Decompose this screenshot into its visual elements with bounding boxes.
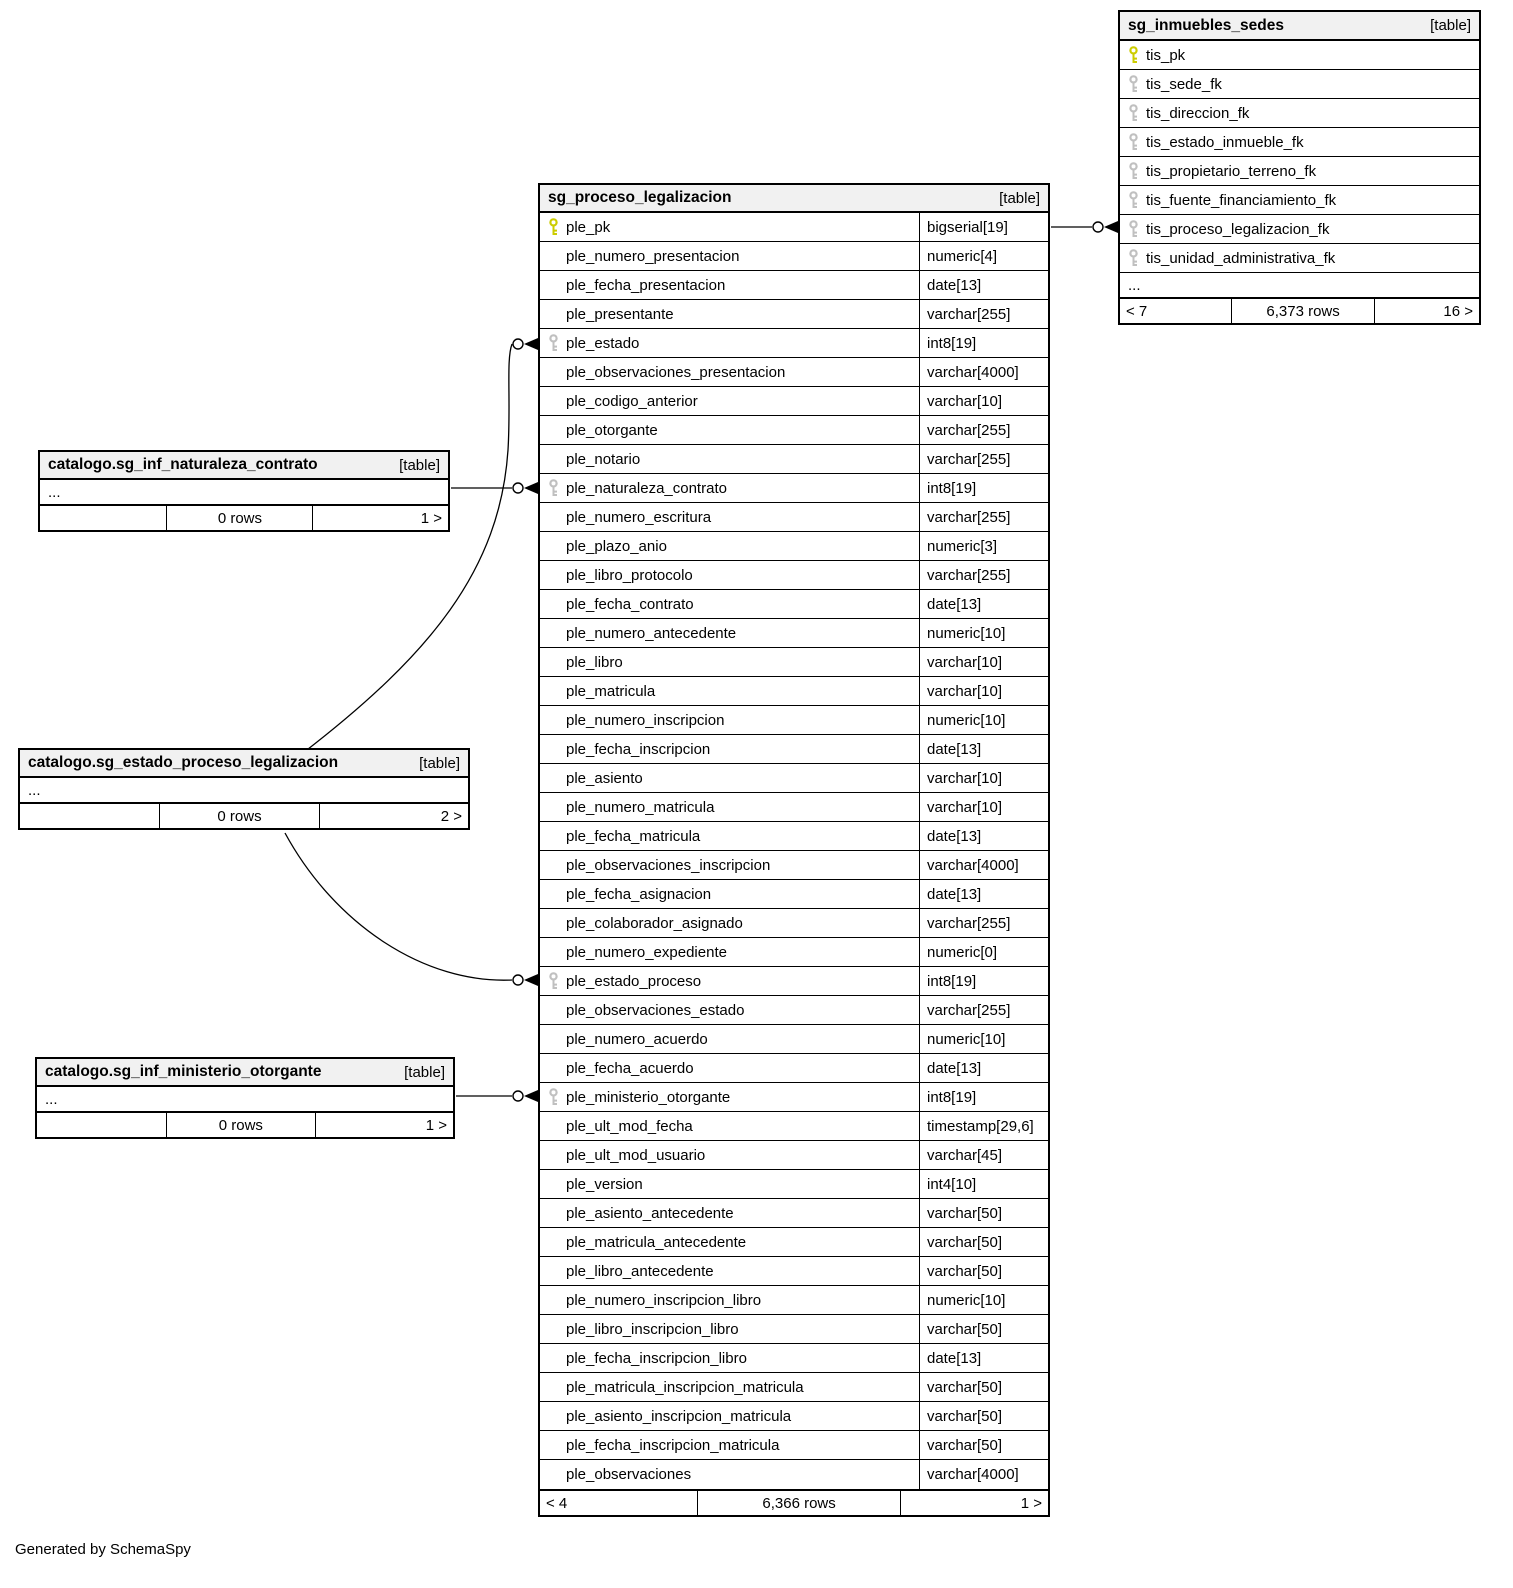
column-row xyxy=(540,909,1048,938)
hidden-columns-row xyxy=(37,1087,453,1111)
column-row xyxy=(540,619,1048,648)
column-row xyxy=(540,677,1048,706)
column-type: date[13] xyxy=(919,1344,1048,1372)
column-type: varchar[255] xyxy=(919,300,1048,328)
column-name: ple_ministerio_otorgante xyxy=(566,1088,731,1106)
foreign-key-icon xyxy=(1128,249,1139,267)
column-type: date[13] xyxy=(919,880,1048,908)
foreign-key-icon xyxy=(548,334,559,352)
foreign-key-icon xyxy=(1128,220,1139,238)
key-cell xyxy=(1120,133,1146,151)
column-type: varchar[255] xyxy=(919,909,1048,937)
column-name: ple_fecha_inscripcion xyxy=(566,740,711,758)
row-count: 6,373 rows xyxy=(1231,299,1375,323)
column-name: ple_ult_mod_usuario xyxy=(566,1146,706,1164)
fk-arrowhead xyxy=(524,482,538,494)
column-name: ple_fecha_matricula xyxy=(566,827,701,845)
column-name: ple_numero_presentacion xyxy=(566,247,740,265)
column-type: varchar[255] xyxy=(919,561,1048,589)
column-row xyxy=(1120,99,1479,128)
hidden-columns-row xyxy=(1120,273,1479,297)
column-row xyxy=(540,1460,1048,1489)
column-name: ple_libro_protocolo xyxy=(566,566,693,584)
column-name: ple_observaciones_estado xyxy=(566,1001,745,1019)
column-row xyxy=(540,387,1048,416)
column-name: ple_ult_mod_fecha xyxy=(566,1117,693,1135)
table-title[interactable]: catalogo.sg_estado_proceso_legalizacion xyxy=(28,754,339,771)
foreign-key-icon xyxy=(1128,191,1139,209)
foreign-key-icon xyxy=(1128,162,1139,180)
column-list xyxy=(40,480,448,504)
column-row xyxy=(540,851,1048,880)
generator-credit: Generated by SchemaSpy xyxy=(15,1541,191,1558)
column-name: ple_numero_matricula xyxy=(566,798,715,816)
table-sg-inmuebles-sedes[interactable] xyxy=(1118,10,1481,325)
column-row xyxy=(1120,70,1479,99)
column-name: ple_numero_inscripcion xyxy=(566,711,725,729)
column-name: ple_fecha_inscripcion_libro xyxy=(566,1349,747,1367)
zero-or-one-circle xyxy=(513,483,523,493)
column-type: int4[10] xyxy=(919,1170,1048,1198)
column-row xyxy=(540,242,1048,271)
column-type: numeric[10] xyxy=(919,619,1048,647)
column-name: ple_version xyxy=(566,1175,643,1193)
key-cell xyxy=(1120,162,1146,180)
column-name: ple_asiento_antecedente xyxy=(566,1204,734,1222)
column-type: int8[19] xyxy=(919,474,1048,502)
column-type: int8[19] xyxy=(919,1083,1048,1111)
column-name: tis_sede_fk xyxy=(1146,75,1222,93)
column-row xyxy=(540,880,1048,909)
key-cell xyxy=(540,334,566,352)
column-name: ple_fecha_asignacion xyxy=(566,885,712,903)
column-name: ... xyxy=(48,483,61,501)
column-type: timestamp[29,6] xyxy=(919,1112,1048,1140)
column-row xyxy=(540,938,1048,967)
column-row xyxy=(540,358,1048,387)
key-cell xyxy=(540,1088,566,1106)
column-name: ple_observaciones_presentacion xyxy=(566,363,786,381)
column-name: ple_presentante xyxy=(566,305,674,323)
column-row xyxy=(540,648,1048,677)
column-type: varchar[255] xyxy=(919,416,1048,444)
column-name: ple_observaciones_inscripcion xyxy=(566,856,771,874)
column-type: varchar[50] xyxy=(919,1199,1048,1227)
fk-arrowhead xyxy=(524,338,538,350)
column-row xyxy=(1120,157,1479,186)
hidden-children-count: 2 > xyxy=(440,807,462,825)
table-footer xyxy=(1120,297,1479,323)
column-type: varchar[255] xyxy=(919,503,1048,531)
column-name: tis_propietario_terreno_fk xyxy=(1146,162,1317,180)
column-row xyxy=(1120,244,1479,273)
column-name: ... xyxy=(1128,276,1141,294)
column-name: ple_naturaleza_contrato xyxy=(566,479,727,497)
hidden-children-count: 16 > xyxy=(1443,302,1473,320)
column-row xyxy=(540,213,1048,242)
fk-arrowhead xyxy=(524,974,538,986)
primary-key-icon xyxy=(548,218,559,236)
fk-arrowhead xyxy=(524,1090,538,1102)
column-row xyxy=(540,764,1048,793)
column-name: ple_estado xyxy=(566,334,640,352)
column-type: varchar[10] xyxy=(919,387,1048,415)
column-name: ple_matricula_inscripcion_matricula xyxy=(566,1378,804,1396)
foreign-key-icon xyxy=(1128,133,1139,151)
table-catalogo-sg-inf-naturaleza-contrato[interactable] xyxy=(38,450,450,532)
hidden-parents-count xyxy=(40,506,166,530)
column-row xyxy=(540,1025,1048,1054)
hidden-parents-count: < 4 xyxy=(546,1494,568,1512)
column-name: ple_pk xyxy=(566,218,611,236)
table-footer xyxy=(37,1111,453,1137)
column-name: ple_colaborador_asignado xyxy=(566,914,743,932)
column-name: ple_numero_acuerdo xyxy=(566,1030,708,1048)
table-header xyxy=(1120,12,1479,41)
table-title[interactable]: catalogo.sg_inf_ministerio_otorgante xyxy=(45,1063,322,1080)
table-type-badge: [table] xyxy=(404,1063,445,1081)
column-row xyxy=(540,300,1048,329)
column-name: ple_codigo_anterior xyxy=(566,392,698,410)
zero-or-one-circle xyxy=(513,975,523,985)
column-row xyxy=(540,474,1048,503)
table-sg-proceso-legalizacion[interactable] xyxy=(538,183,1050,1517)
column-row xyxy=(540,590,1048,619)
column-row xyxy=(540,967,1048,996)
hidden-children-count: 1 > xyxy=(425,1116,447,1134)
column-name: tis_fuente_financiamiento_fk xyxy=(1146,191,1337,209)
key-cell xyxy=(1120,191,1146,209)
table-footer xyxy=(40,504,448,530)
zero-or-one-circle xyxy=(1093,222,1103,232)
table-type-badge: [table] xyxy=(399,456,440,474)
table-type-badge: [table] xyxy=(1430,17,1471,34)
column-name: ple_asiento_inscripcion_matricula xyxy=(566,1407,792,1425)
relationship-line-estado-to-ple-estado-proceso xyxy=(285,833,512,980)
column-row xyxy=(540,706,1048,735)
key-cell xyxy=(540,972,566,990)
column-name: ple_fecha_presentacion xyxy=(566,276,726,294)
column-type: date[13] xyxy=(919,735,1048,763)
key-cell xyxy=(540,218,566,236)
key-cell xyxy=(1120,249,1146,267)
key-cell xyxy=(1120,220,1146,238)
column-type: int8[19] xyxy=(919,329,1048,357)
column-type: date[13] xyxy=(919,822,1048,850)
column-name: ple_matricula_antecedente xyxy=(566,1233,747,1251)
column-type: int8[19] xyxy=(919,967,1048,995)
table-footer xyxy=(20,802,468,828)
column-name: ... xyxy=(45,1090,58,1108)
row-count: 6,366 rows xyxy=(697,1491,900,1515)
column-list xyxy=(20,778,468,802)
foreign-key-icon xyxy=(1128,104,1139,122)
key-cell xyxy=(1120,75,1146,93)
table-header xyxy=(37,1059,453,1087)
column-type: varchar[45] xyxy=(919,1141,1048,1169)
fk-arrowhead xyxy=(1104,221,1118,233)
column-name: tis_pk xyxy=(1146,46,1186,64)
column-name: tis_unidad_administrativa_fk xyxy=(1146,249,1336,267)
column-type: varchar[50] xyxy=(919,1257,1048,1285)
column-type: numeric[0] xyxy=(919,938,1048,966)
column-type: numeric[10] xyxy=(919,1286,1048,1314)
column-type: varchar[50] xyxy=(919,1373,1048,1401)
column-row xyxy=(540,1344,1048,1373)
zero-or-one-circle xyxy=(513,339,523,349)
column-list xyxy=(1120,41,1479,297)
row-count: 0 rows xyxy=(166,506,313,530)
column-row xyxy=(540,1373,1048,1402)
hidden-children-count: 1 > xyxy=(1020,1494,1042,1512)
column-row xyxy=(1120,41,1479,70)
foreign-key-icon xyxy=(548,1088,559,1106)
column-type: varchar[10] xyxy=(919,677,1048,705)
column-type: varchar[255] xyxy=(919,996,1048,1024)
table-footer xyxy=(540,1489,1048,1515)
table-type-badge: [table] xyxy=(419,754,460,772)
column-name: ple_asiento xyxy=(566,769,643,787)
column-name: ple_plazo_anio xyxy=(566,537,667,555)
column-name: ple_libro_inscripcion_libro xyxy=(566,1320,739,1338)
row-count: 0 rows xyxy=(159,804,320,828)
column-row xyxy=(540,1083,1048,1112)
hidden-children-count: 1 > xyxy=(420,509,442,527)
column-row xyxy=(540,416,1048,445)
column-row xyxy=(540,271,1048,300)
column-row xyxy=(1120,215,1479,244)
key-cell xyxy=(1120,46,1146,64)
column-name: ple_numero_escritura xyxy=(566,508,712,526)
column-row xyxy=(540,1112,1048,1141)
column-type: bigserial[19] xyxy=(919,213,1048,241)
column-type: varchar[10] xyxy=(919,793,1048,821)
table-header xyxy=(40,452,448,480)
column-name: ple_numero_antecedente xyxy=(566,624,737,642)
table-catalogo-sg-inf-ministerio-otorgante[interactable] xyxy=(35,1057,455,1139)
column-row xyxy=(1120,186,1479,215)
column-name: ple_observaciones xyxy=(566,1466,692,1483)
foreign-key-icon xyxy=(1128,75,1139,93)
column-list xyxy=(540,213,1048,1489)
primary-key-icon xyxy=(1128,46,1139,64)
column-type: varchar[10] xyxy=(919,648,1048,676)
column-name: ple_numero_expediente xyxy=(566,943,727,961)
foreign-key-icon xyxy=(548,479,559,497)
column-type: varchar[50] xyxy=(919,1228,1048,1256)
column-row xyxy=(540,735,1048,764)
column-row xyxy=(540,1286,1048,1315)
column-row xyxy=(540,1228,1048,1257)
column-name: ple_numero_inscripcion_libro xyxy=(566,1291,762,1309)
column-row xyxy=(540,1054,1048,1083)
column-type: date[13] xyxy=(919,590,1048,618)
foreign-key-icon xyxy=(548,972,559,990)
column-row xyxy=(540,503,1048,532)
column-row xyxy=(540,532,1048,561)
hidden-columns-row xyxy=(40,480,448,504)
table-title[interactable]: catalogo.sg_inf_naturaleza_contrato xyxy=(48,456,318,473)
column-name: ple_fecha_contrato xyxy=(566,595,694,613)
column-name: ple_otorgante xyxy=(566,421,658,439)
table-header xyxy=(20,750,468,778)
column-name: ple_matricula xyxy=(566,682,656,700)
column-row xyxy=(540,1402,1048,1431)
table-title[interactable]: sg_inmuebles_sedes xyxy=(1128,16,1284,34)
table-type-badge: [table] xyxy=(999,189,1040,207)
row-count: 0 rows xyxy=(166,1113,316,1137)
column-row xyxy=(540,1315,1048,1344)
column-list xyxy=(37,1087,453,1111)
column-row xyxy=(540,1257,1048,1286)
column-type: numeric[3] xyxy=(919,532,1048,560)
column-name: tis_estado_inmueble_fk xyxy=(1146,133,1304,151)
column-name: ple_libro_antecedente xyxy=(566,1262,714,1280)
column-type: varchar[255] xyxy=(919,445,1048,473)
column-name: ple_fecha_acuerdo xyxy=(566,1059,694,1077)
table-title[interactable]: sg_proceso_legalizacion xyxy=(548,189,732,206)
hidden-parents-count: < 7 xyxy=(1126,302,1148,320)
hidden-parents-count xyxy=(37,1113,166,1137)
column-name: ple_libro xyxy=(566,653,623,671)
hidden-columns-row xyxy=(20,778,468,802)
column-type: varchar[50] xyxy=(919,1431,1048,1459)
zero-or-one-circle xyxy=(513,1091,523,1101)
column-name: ple_fecha_inscripcion_matricula xyxy=(566,1436,780,1454)
column-type: varchar[4000] xyxy=(919,358,1048,386)
column-row xyxy=(540,329,1048,358)
column-type: date[13] xyxy=(919,271,1048,299)
column-row xyxy=(540,445,1048,474)
column-name: ple_notario xyxy=(566,450,641,468)
column-type: numeric[10] xyxy=(919,706,1048,734)
table-catalogo-sg-estado-proceso-legalizacion[interactable] xyxy=(18,748,470,830)
column-row xyxy=(540,1141,1048,1170)
column-row xyxy=(540,793,1048,822)
column-type: varchar[10] xyxy=(919,764,1048,792)
column-name: tis_direccion_fk xyxy=(1146,104,1250,122)
column-row xyxy=(1120,128,1479,157)
column-name: tis_proceso_legalizacion_fk xyxy=(1146,220,1330,238)
column-name: ... xyxy=(28,781,41,799)
relationship-line-estado-to-ple-estado xyxy=(303,344,512,753)
column-row xyxy=(540,822,1048,851)
column-type: numeric[4] xyxy=(919,242,1048,270)
column-row xyxy=(540,1199,1048,1228)
column-row xyxy=(540,561,1048,590)
column-type: varchar[50] xyxy=(919,1315,1048,1343)
table-header xyxy=(540,185,1048,213)
column-type: varchar[4000] xyxy=(919,1460,1048,1489)
key-cell xyxy=(1120,104,1146,122)
column-row xyxy=(540,1170,1048,1199)
column-name: ple_estado_proceso xyxy=(566,972,702,990)
hidden-parents-count xyxy=(20,804,159,828)
column-type: varchar[50] xyxy=(919,1402,1048,1430)
key-cell xyxy=(540,479,566,497)
column-type: numeric[10] xyxy=(919,1025,1048,1053)
column-row xyxy=(540,1431,1048,1460)
column-type: varchar[4000] xyxy=(919,851,1048,879)
column-row xyxy=(540,996,1048,1025)
column-type: date[13] xyxy=(919,1054,1048,1082)
